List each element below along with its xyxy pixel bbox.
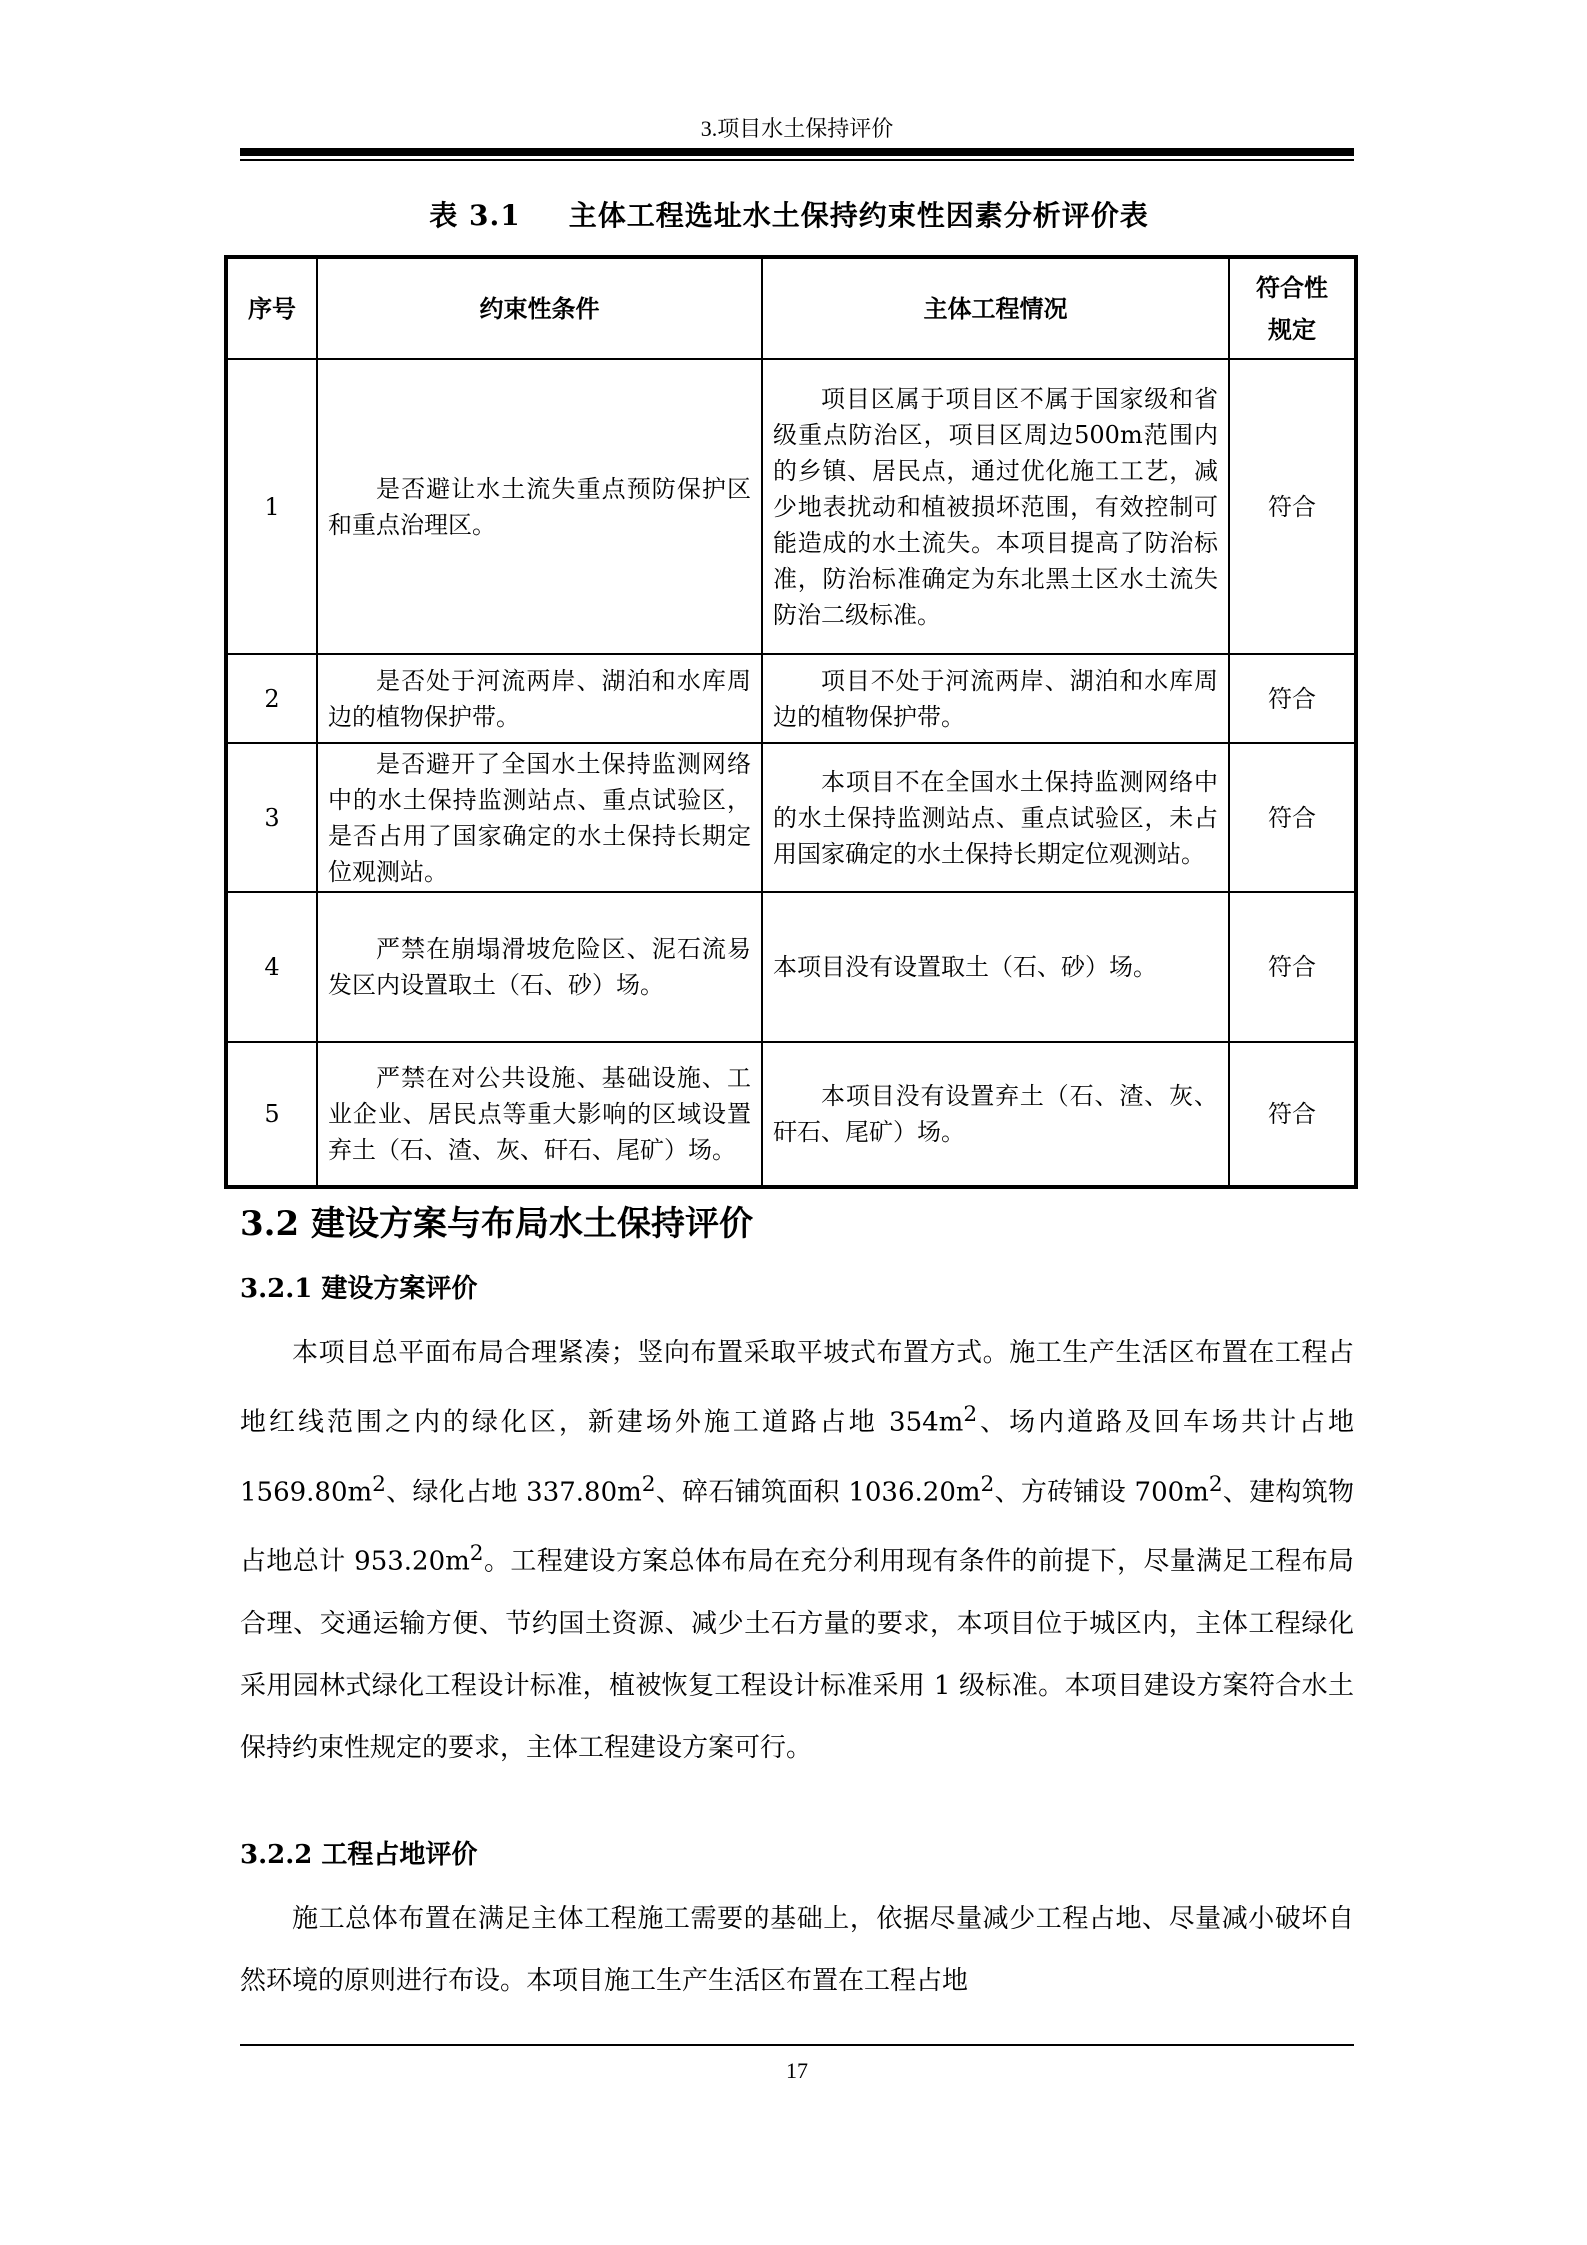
row-situation: 项目区属于项目区不属于国家级和省级重点防治区，项目区周边500m范围内的乡镇、居民点，通过优化施工工艺，减少地表扰动和植被损坏范围，有效控制可能造成的水土流失。本项目提高了防治标准，防治标准确定为东北黑土区水土流失防治二级标准。 (762, 359, 1229, 654)
running-header: 3.项目水土保持评价 (700, 116, 894, 141)
header-rule-thick (240, 148, 1354, 156)
table-row (226, 654, 1356, 743)
constraint-table (224, 255, 1358, 1189)
footer-rule (240, 2044, 1354, 2046)
row-condition: 是否避开了全国水土保持监测网络中的水土保持监测站点、重点试验区，是否占用了国家确定的水土保持长期定位观测站。 (317, 743, 762, 892)
table-row (226, 359, 1356, 654)
subsection-heading-3-2-1: 3.2.1 建设方案评价 (240, 1274, 478, 1304)
section-heading-3-2: 3.2 建设方案与布局水土保持评价 (240, 1204, 753, 1244)
row-result: 符合 (1229, 1042, 1356, 1187)
table-header-row (226, 257, 1356, 359)
row-condition: 是否避让水土流失重点预防保护区和重点治理区。 (317, 359, 762, 654)
table-title: 主体工程选址水土保持约束性因素分析评价表 (568, 199, 1149, 232)
row-condition: 严禁在对公共设施、基础设施、工业企业、居民点等重大影响的区域设置弃土（石、渣、灰、矸石、尾矿）场。 (317, 1042, 762, 1187)
row-no: 3 (226, 743, 317, 892)
col-header-condition: 约束性条件 (317, 257, 762, 359)
row-situation: 本项目没有设置弃土（石、渣、灰、矸石、尾矿）场。 (762, 1042, 1229, 1187)
row-situation: 项目不处于河流两岸、湖泊和水库周边的植物保护带。 (762, 654, 1229, 743)
row-no: 4 (226, 892, 317, 1042)
row-condition: 严禁在崩塌滑坡危险区、泥石流易发区内设置取土（石、砂）场。 (317, 892, 762, 1042)
col-header-situation: 主体工程情况 (762, 257, 1229, 359)
col-header-result: 符合性规定 (1229, 257, 1356, 359)
table-caption (224, 194, 1354, 234)
page-number: 17 (786, 2058, 808, 2083)
row-no: 5 (226, 1042, 317, 1187)
paragraph-construction-plan: 本项目总平面布局合理紧凑；竖向布置采取平坡式布置方式。施工生产生活区布置在工程占地红线范围之内的绿化区，新建场外施工道路占地 $354m^2$、场内道路及回车场共计占地 $1569.80m^2$、绿化占地 $337.80m^2$、碎石铺筑面积 $1036.20m^2$、方砖铺设 $700m^2$、建构筑物占地总计 $953.20m^2$。工程建设方案总体布局在充分利用现有条件的前提下，尽量满足工程布局合理、交通运输方便、节约国土资源、减少土石方量的要求，本项目位于城区内，主体工程绿化采用园林式绿化工程设计标准，植被恢复工程设计标准采用 1 级标准。本项目建设方案符合水土保持约束性规定的要求，主体工程建设方案可行。 (240, 1338, 1354, 1763)
row-result: 符合 (1229, 654, 1356, 743)
header-rule-thin (240, 159, 1354, 161)
table-row (226, 743, 1356, 892)
table-row (226, 892, 1356, 1042)
row-situation: 本项目没有设置取土（石、砂）场。 (762, 892, 1229, 1042)
row-result: 符合 (1229, 743, 1356, 892)
col-header-no: 序号 (226, 257, 317, 359)
row-situation: 本项目不在全国水土保持监测网络中的水土保持监测站点、重点试验区，未占用国家确定的水土保持长期定位观测站。 (762, 743, 1229, 892)
row-result: 符合 (1229, 359, 1356, 654)
row-condition: 是否处于河流两岸、湖泊和水库周边的植物保护带。 (317, 654, 762, 743)
subsection-heading-3-2-2: 3.2.2 工程占地评价 (240, 1840, 478, 1870)
table-number: 表 3.1 (429, 199, 521, 232)
row-no: 1 (226, 359, 317, 654)
paragraph-land-occupation: 施工总体布置在满足主体工程施工需要的基础上，依据尽量减少工程占地、尽量减小破坏自然环境的原则进行布设。本项目施工生产生活区布置在工程占地 (240, 1904, 1354, 1996)
table-row (226, 1042, 1356, 1187)
row-no: 2 (226, 654, 317, 743)
row-result: 符合 (1229, 892, 1356, 1042)
